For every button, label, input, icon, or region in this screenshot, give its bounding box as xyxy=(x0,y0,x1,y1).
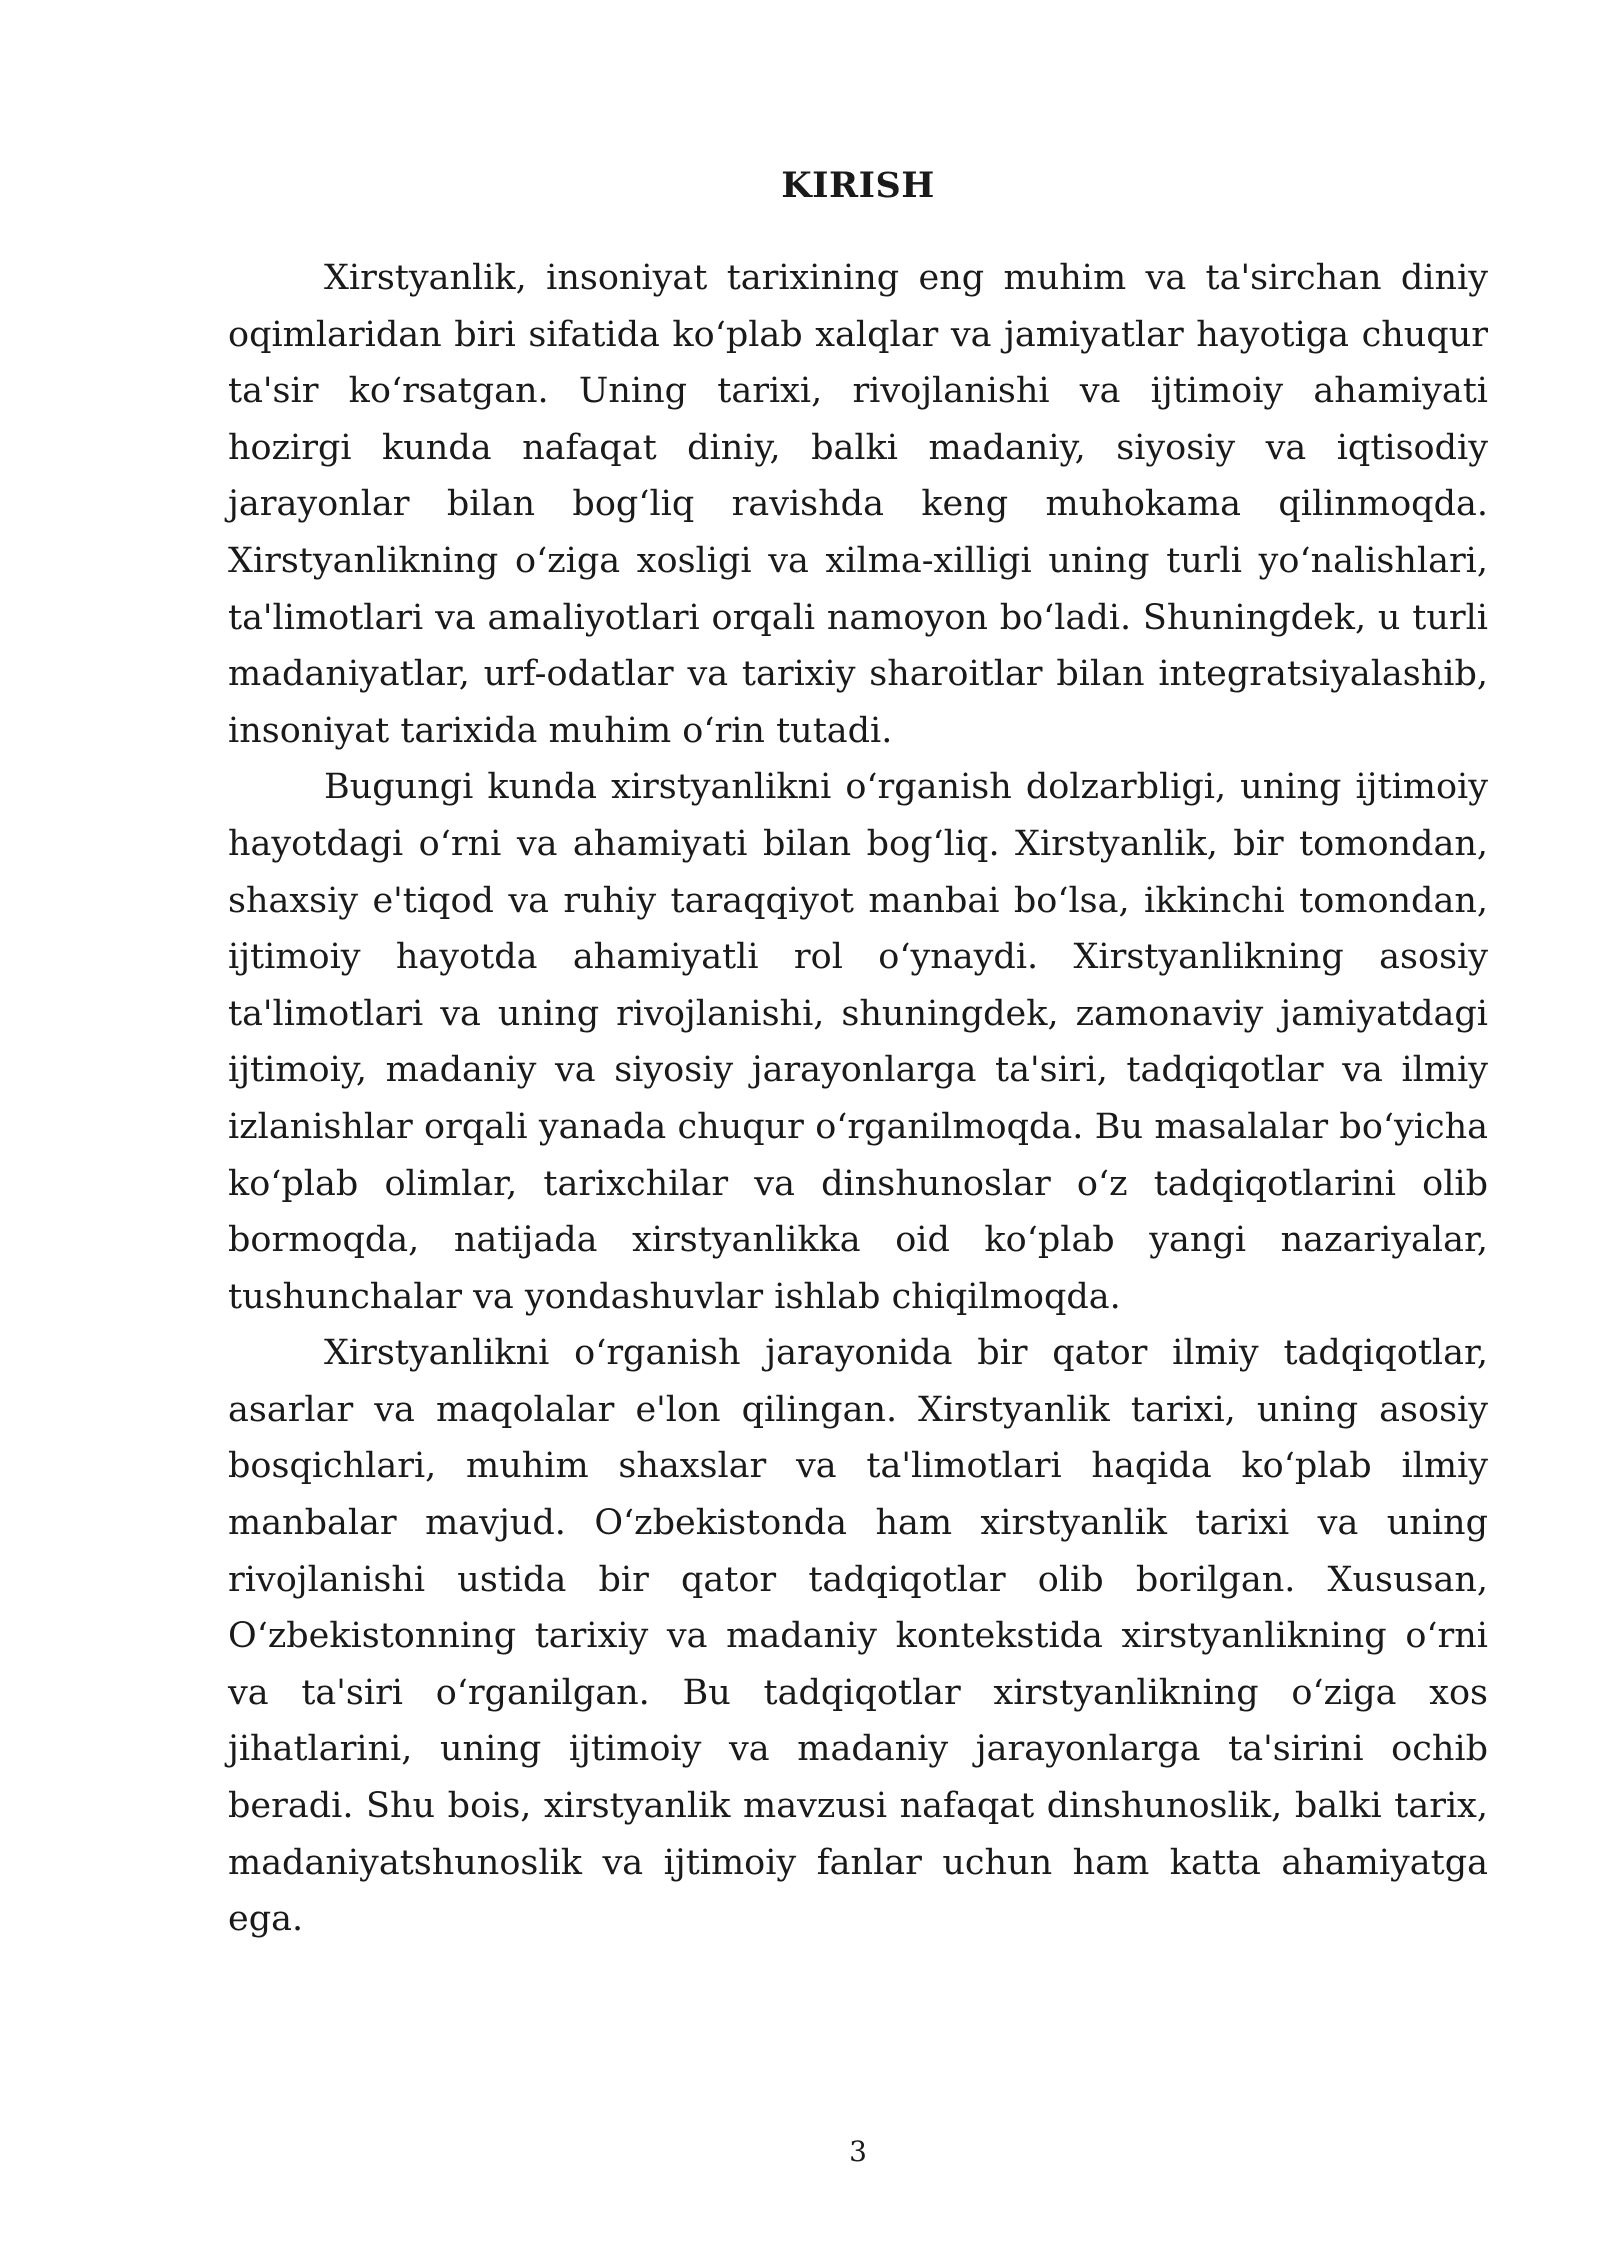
page-number: 3 xyxy=(849,2135,867,2168)
paragraph-1: Xirstyanlik, insoniyat tarixining eng muhim va ta'sirchan diniy oqimlaridan biri sifatida koʻplab xalqlar va jamiyatlar hayotiga chuqur ta'sir koʻrsatgan. Uning tarixi, rivojlanishi va ijtimoiy ahamiyati hozirgi kunda nafaqat diniy, balki madaniy, siyosiy va iqtisodiy jarayonlar bilan bogʻliq ravishda keng muhokama qilinmoqda. Xirstyanlikning oʻziga xosligi va xilma-xilligi uning turli yoʻnalishlari, ta'limotlari va amaliyotlari orqali namoyon boʻladi. Shuningdek, u turli madaniyatlar, urf-odatlar va tarixiy sharoitlar bilan integratsiyalashib, insoniyat tarixida muhim oʻrin tutadi. xyxy=(228,258,1488,751)
body-text xyxy=(228,250,1488,1948)
paragraph-2: Bugungi kunda xirstyanlikni oʻrganish dolzarbligi, uning ijtimoiy hayotdagi oʻrni va ahamiyati bilan bogʻliq. Xirstyanlik, bir tomondan, shaxsiy e'tiqod va ruhiy taraqqiyot manbai boʻlsa, ikkinchi tomondan, ijtimoiy hayotda ahamiyatli rol oʻynaydi. Xirstyanlikning asosiy ta'limotlari va uning rivojlanishi, shuningdek, zamonaviy jamiyatdagi ijtimoiy, madaniy va siyosiy jarayonlarga ta'siri, tadqiqotlar va ilmiy izlanishlar orqali yanada chuqur oʻrganilmoqda. Bu masalalar boʻyicha koʻplab olimlar, tarixchilar va dinshunoslar oʻz tadqiqotlarini olib bormoqda, natijada xirstyanlikka oid koʻplab yangi nazariyalar, tushunchalar va yondashuvlar ishlab chiqilmoqda. xyxy=(228,767,1488,1317)
paragraph-3: Xirstyanlikni oʻrganish jarayonida bir qator ilmiy tadqiqotlar, asarlar va maqolalar e'lon qilingan. Xirstyanlik tarixi, uning asosiy bosqichlari, muhim shaxslar va ta'limotlari haqida koʻplab ilmiy manbalar mavjud. Oʻzbekistonda ham xirstyanlik tarixi va uning rivojlanishi ustida bir qator tadqiqotlar olib borilgan. Xususan, Oʻzbekistonning tarixiy va madaniy kontekstida xirstyanlikning oʻrni va ta'siri oʻrganilgan. Bu tadqiqotlar xirstyanlikning oʻziga xos jihatlarini, uning ijtimoiy va madaniy jarayonlarga ta'sirini ochib beradi. Shu bois, xirstyanlik mavzusi nafaqat dinshunoslik, balki tarix, madaniyatshunoslik va ijtimoiy fanlar uchun ham katta ahamiyatga ega. xyxy=(228,1333,1488,1940)
section-heading: KIRISH xyxy=(781,165,935,206)
document-page xyxy=(228,0,1488,2262)
